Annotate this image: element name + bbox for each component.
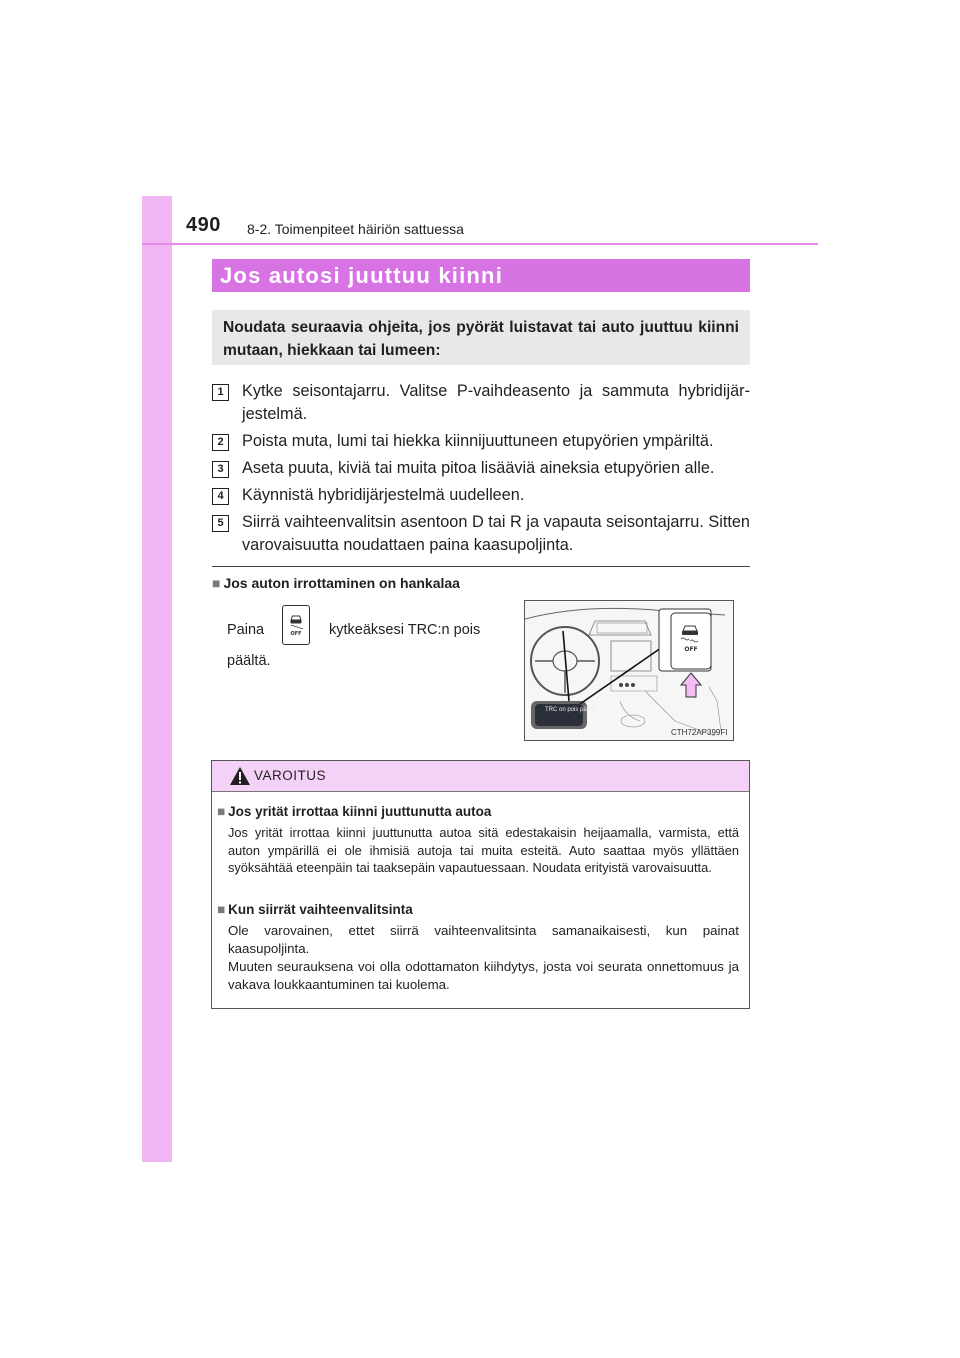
intro-text: Noudata seuraavia ohjeita, jos pyörät luistavat tai auto juuttuu kiinni mutaan, hiekkaan tai lumeen: bbox=[212, 310, 750, 365]
step-number: 3 bbox=[212, 461, 229, 478]
step-3 bbox=[212, 457, 750, 480]
steps-divider bbox=[212, 566, 750, 567]
figure-off-label: OFF bbox=[684, 646, 698, 653]
step-number: 2 bbox=[212, 434, 229, 451]
square-bullet-icon: ■ bbox=[217, 804, 226, 819]
step-text: Poista muta, lumi tai hiekka kiinnijuuttuneen etupyörien ympäriltä. bbox=[242, 432, 714, 450]
subsection-title: Jos auton irrottaminen on hankalaa bbox=[223, 575, 460, 591]
figure-caption: CTH72AP399FI bbox=[671, 728, 728, 737]
step-number: 1 bbox=[212, 384, 229, 401]
warning-section-1-title: Jos yrität irrottaa kiinni juuttunutta autoa bbox=[228, 804, 492, 819]
step-4 bbox=[212, 484, 750, 507]
step-text: Aseta puuta, kiviä tai muita pitoa lisääviä aineksia etupyörien alle. bbox=[242, 459, 715, 477]
step-text: Käynnistä hybridijärjestelmä uudelleen. bbox=[242, 486, 525, 504]
square-bullet-icon: ■ bbox=[212, 575, 221, 591]
warning-section-2-text-1: Ole varovainen, ettet siirrä vaihteenvalitsinta samanaikaisesti, kun painat kaasupoljinta. bbox=[228, 923, 739, 956]
instruction-word-paina: Paina bbox=[227, 622, 265, 638]
page-number: 490 bbox=[186, 214, 221, 236]
trc-off-button-icon bbox=[282, 605, 310, 645]
warning-section-2-text-2: Muuten seurauksena voi olla odottamaton kiihdytys, josta voi seurata onnettomuus ja vakava loukkaantuminen tai kuolema. bbox=[228, 959, 739, 992]
warning-header bbox=[212, 761, 749, 792]
dashboard-illustration bbox=[525, 601, 733, 740]
instruction-word-paalta: päältä. bbox=[227, 653, 271, 669]
screen-label: TRC on pois päältä bbox=[545, 707, 597, 713]
chapter-title: 8-2. Toimenpiteet häiriön sattuessa bbox=[247, 221, 464, 237]
step-1 bbox=[212, 380, 750, 426]
warning-title: VAROITUS bbox=[254, 768, 327, 783]
dashboard-figure bbox=[524, 600, 734, 741]
step-5 bbox=[212, 511, 750, 557]
warning-section-2-heading bbox=[217, 902, 413, 917]
warning-section-1-text: Jos yrität irrottaa kiinni juuttunutta autoa sitä edestakaisin heijaamalla, varmista, että auton ympärillä ei ole ihmisiä autoja tai muita esteitä. Auto saattaa myös yllättäen syöksähtää eteenpäin tai taaksepäin vapautuessaan. Noudata erityistä varovaisuutta. bbox=[228, 825, 739, 876]
step-number: 4 bbox=[212, 488, 229, 505]
warning-triangle-icon bbox=[229, 766, 251, 786]
step-number: 5 bbox=[212, 515, 229, 532]
steps-list bbox=[212, 380, 750, 561]
side-tab-strip bbox=[142, 196, 172, 1162]
section-title: Jos autosi juuttuu kiinni bbox=[212, 259, 750, 292]
off-label: OFF bbox=[290, 631, 302, 637]
instruction-word-kytke: kytkeäksesi TRC:n pois bbox=[329, 622, 481, 638]
skid-car-icon bbox=[283, 606, 309, 644]
header-rule bbox=[142, 243, 818, 245]
step-text: Siirrä vaihteenvalitsin asentoon D tai R ja vapauta seisontajarru. Sitten varovaisuutta noudattaen paina kaasupoljinta. bbox=[242, 513, 750, 554]
warning-box bbox=[211, 760, 750, 1009]
step-text: Kytke seisontajarru. Valitse P-vaihdeasento ja sammuta hybridijär-jestelmä. bbox=[242, 382, 750, 423]
step-2 bbox=[212, 430, 750, 453]
warning-section-2-title: Kun siirrät vaihteenvalitsinta bbox=[228, 902, 413, 917]
subsection-heading bbox=[212, 575, 460, 591]
square-bullet-icon: ■ bbox=[217, 902, 226, 917]
warning-section-1-heading bbox=[217, 804, 491, 819]
